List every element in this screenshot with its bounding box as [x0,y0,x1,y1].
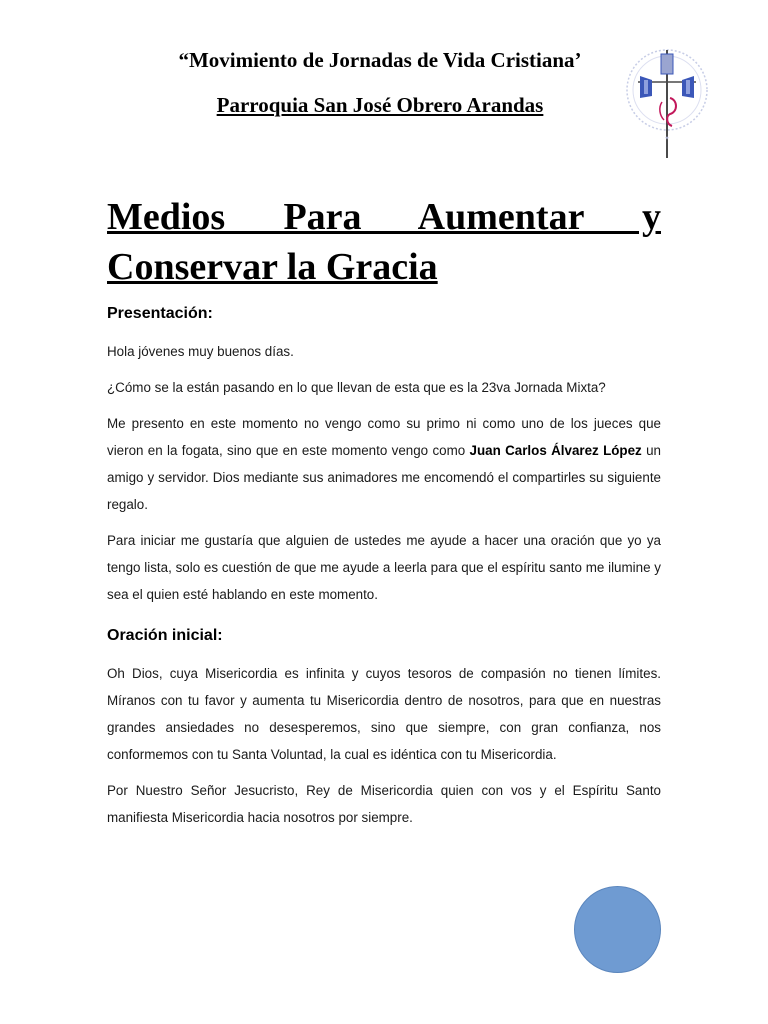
decorative-circle [574,886,661,973]
page-title: Medios Para Aumentar y Conservar la Gracia [107,196,661,288]
speaker-name: Juan Carlos Álvarez López [469,443,642,458]
paragraph-prayer: Oh Dios, cuya Misericordia es infinita y cuyos tesoros de compasión no tienen límites. Míranos con tu favor y aumenta tu Misericordia dentro de nosotros, para que en nuestras grandes ansiedades no desesperemos, sino que siempre, con gran confianza, nos conformemos con tu Santa Voluntad, la cual es idéntica con tu Misericordia. [107,666,661,762]
prayer-heading: Oración inicial: [107,627,223,644]
parish-name: Parroquia San José Obrero Arandas [216,93,544,117]
paragraph-prayer-closing: Por Nuestro Señor Jesucristo, Rey de Misericordia quien con vos y el Espíritu Santo manifiesta Misericordia hacia nosotros por siempre. [107,783,661,825]
document-body [107,302,661,840]
intro-text-start: Me presento en este momento no vengo como su primo ni como uno de los jueces que vieron en la fogata, sino que en este momento vengo como [107,416,661,458]
paragraph-introduction [107,410,661,518]
header-title: “Movimiento de Jornadas de Vida Cristiana’ [178,48,582,72]
paragraph-greeting: Hola jóvenes muy buenos días. [107,344,294,359]
paragraph-prayer-request: Para iniciar me gustaría que alguien de ustedes me ayude a hacer una oración que yo ya tengo lista, solo es cuestión de que me ayude a leerla para que el espíritu santo me ilumine y sea el quien esté hablando en este momento. [107,533,661,602]
parish-logo-icon [622,40,712,164]
presentation-heading: Presentación: [107,305,213,322]
svg-text:✦: ✦ [664,135,670,142]
paragraph-question: ¿Cómo se la están pasando en lo que llevan de esta que es la 23va Jornada Mixta? [107,380,606,395]
intro-text-end: un amigo y servidor. Dios mediante sus animadores me encomendó el compartirles su siguiente regalo. [107,443,661,512]
